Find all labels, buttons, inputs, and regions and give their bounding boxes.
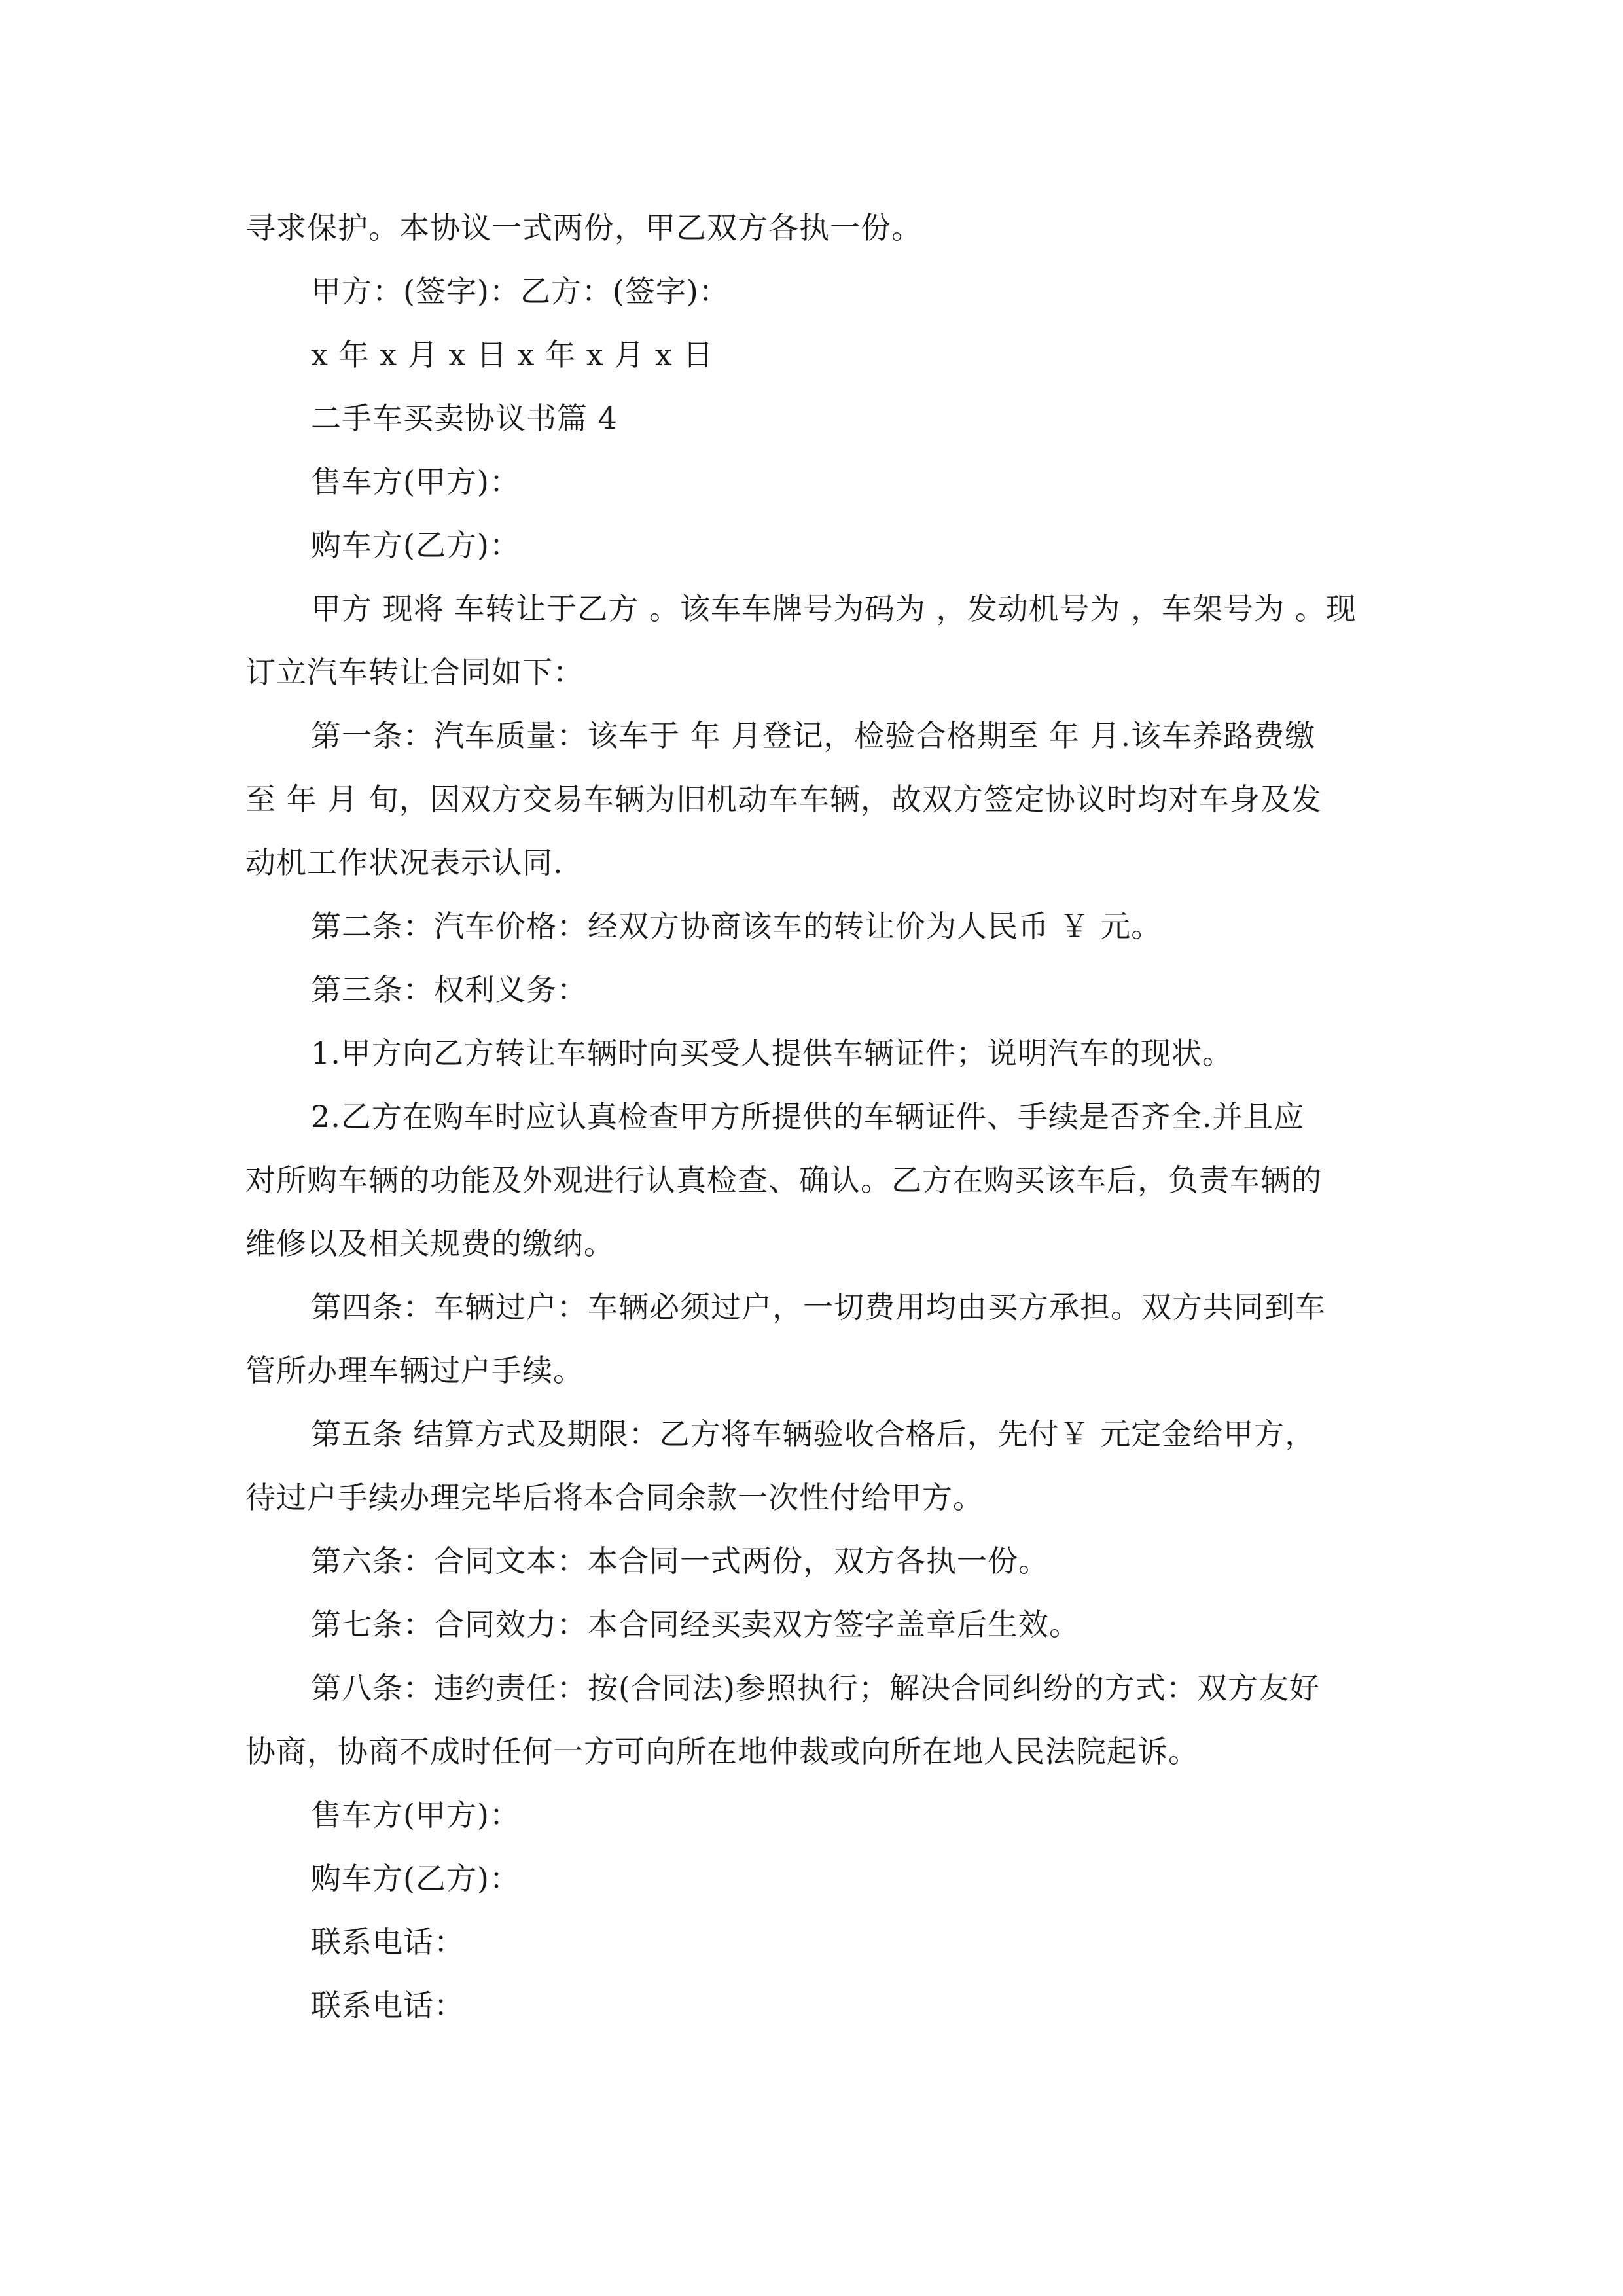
seller-label: 售车方(甲方)：	[311, 464, 520, 499]
clause-8: 第八条：违约责任：按(合同法)参照执行；解决合同纠纷的方式：双方友好	[311, 1670, 1320, 1706]
text-line: 管所办理车辆过户手续。	[245, 1353, 584, 1388]
clause-7: 第七条：合同效力：本合同经买卖双方签字盖章后生效。	[311, 1607, 1080, 1642]
seller-label: 售车方(甲方)：	[311, 1797, 520, 1833]
clause-5: 第五条 结算方式及期限：乙方将车辆验收合格后，先付￥ 元定金给甲方，	[311, 1416, 1316, 1452]
contract-body	[245, 196, 1417, 2037]
buyer-label: 购车方(乙方)：	[311, 528, 520, 563]
phone-label: 联系电话：	[311, 1924, 465, 1960]
text-line: 维修以及相关规费的缴纳。	[245, 1226, 615, 1261]
list-item: 1.甲方向乙方转让车辆时向买受人提供车辆证件；说明汽车的现状。	[311, 1035, 1233, 1071]
section-title: 二手车买卖协议书篇 4	[311, 401, 618, 436]
text-line: 动机工作状况表示认同.	[245, 845, 563, 880]
clause-1: 第一条：汽车质量：该车于 年 月登记，检验合格期至 年 月.该车养路费缴	[311, 718, 1316, 753]
list-item: 2.乙方在购车时应认真检查甲方所提供的车辆证件、手续是否齐全.并且应	[311, 1099, 1305, 1134]
text-line: 甲方 现将 车转让于乙方 。该车车牌号为码为 ，发动机号为 ，车架号为 。现	[311, 591, 1357, 626]
text-line: 订立汽车转让合同如下：	[245, 655, 584, 690]
clause-3: 第三条：权利义务：	[311, 972, 588, 1007]
clause-6: 第六条：合同文本：本合同一式两份，双方各执一份。	[311, 1543, 1049, 1579]
text-line: 对所购车辆的功能及外观进行认真检查、确认。乙方在购买该车后，负责车辆的	[245, 1162, 1322, 1198]
text-line: 协商，协商不成时任何一方可向所在地仲裁或向所在地人民法院起诉。	[245, 1734, 1199, 1769]
date-line: x 年 x 月 x 日 x 年 x 月 x 日	[311, 337, 714, 372]
clause-4: 第四条：车辆过户：车辆必须过户，一切费用均由买方承担。双方共同到车	[311, 1289, 1326, 1325]
text-line: 待过户手续办理完毕后将本合同余款一次性付给甲方。	[245, 1480, 984, 1515]
text-line: 寻求保护。本协议一式两份，甲乙双方各执一份。	[245, 210, 922, 245]
phone-label: 联系电话：	[311, 1988, 465, 2023]
buyer-label: 购车方(乙方)：	[311, 1861, 520, 1896]
text-line: 至 年 月 旬，因双方交易车辆为旧机动车车辆，故双方签定协议时均对车身及发	[245, 781, 1322, 817]
clause-2: 第二条：汽车价格：经双方协商该车的转让价为人民币 ￥ 元。	[311, 908, 1162, 944]
signature-line: 甲方：(签字)：乙方：(签字)：	[311, 274, 730, 309]
